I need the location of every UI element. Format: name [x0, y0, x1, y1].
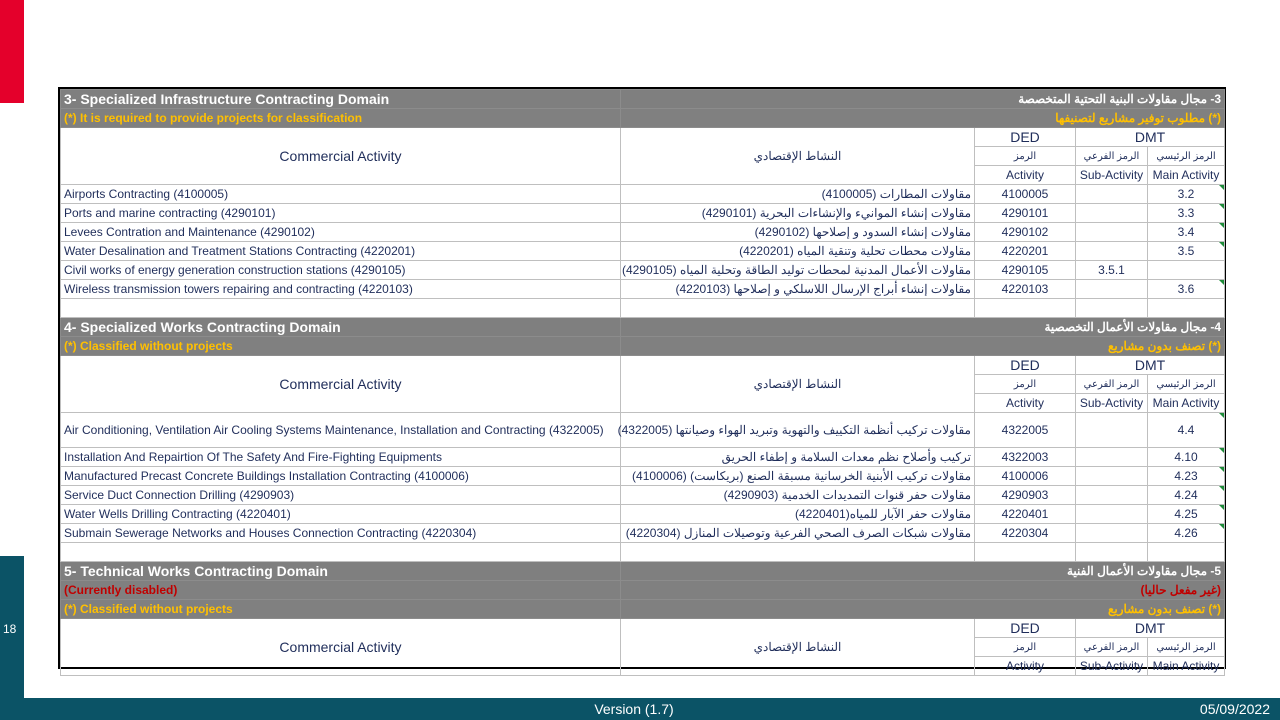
header-ded: DED: [975, 128, 1076, 147]
ded-code: 4322005: [975, 413, 1076, 448]
sub-activity-code: [1076, 204, 1148, 223]
header-row: [61, 619, 1225, 638]
table-row: [61, 242, 1225, 261]
main-activity-cell: [1148, 448, 1225, 467]
comment-marker-icon: [1219, 486, 1224, 491]
section-note-ar: (*) تصنف بدون مشاريع: [621, 337, 1225, 356]
comment-marker-icon: [1219, 448, 1224, 453]
main-activity-code: 4.26: [1174, 525, 1198, 540]
sub-activity-code: [1076, 185, 1148, 204]
section-title-row: [61, 562, 1225, 581]
table-row: [61, 280, 1225, 299]
section-title-en: 3- Specialized Infrastructure Contracting Domain: [61, 90, 621, 109]
table-row: [61, 486, 1225, 505]
main-activity-code: 4.10: [1174, 449, 1198, 464]
section-note-en: (*) Classified without projects: [61, 337, 621, 356]
header-main-activity: Main Activity: [1148, 166, 1225, 185]
header-dmt: DMT: [1076, 619, 1225, 638]
header-main-activity: Main Activity: [1148, 394, 1225, 413]
main-activity-cell: [1148, 467, 1225, 486]
main-activity-code: 4.4: [1177, 422, 1195, 437]
page-number: 18: [3, 622, 17, 636]
version-label: Version (1.7): [594, 701, 674, 717]
activity-ar: مقاولات المطارات (4100005): [621, 185, 975, 204]
section-disabled-row: [61, 581, 1225, 600]
header-sub-activity: Sub-Activity: [1076, 166, 1148, 185]
activity-ar: مقاولات إنشاء أبراج الإرسال اللاسلكي و إصلاحها (4220103): [621, 280, 975, 299]
header-main-activity: Main Activity: [1148, 657, 1225, 676]
comment-marker-icon: [1219, 505, 1224, 510]
spreadsheet: [58, 87, 1226, 673]
activity-ar: مقاولات الأعمال المدنية لمحطات توليد الطاقة وتحلية المياه (4290105): [621, 261, 975, 280]
header-ded: DED: [975, 619, 1076, 638]
header-activity: Activity: [975, 166, 1076, 185]
activity-en: Water Wells Drilling Contracting (4220401): [61, 505, 621, 524]
table-row: [61, 223, 1225, 242]
main-activity-code: 3.3: [1177, 205, 1195, 220]
sub-activity-code: [1076, 486, 1148, 505]
section-note-ar: (*) مطلوب توفير مشاريع لتصنيفها: [621, 109, 1225, 128]
comment-marker-icon: [1219, 223, 1224, 228]
sub-activity-code: [1076, 280, 1148, 299]
comment-marker-icon: [1219, 413, 1224, 418]
activity-ar: مقاولات تركيب أنظمة التكييف والتهوية وتبريد الهواء وصيانتها (4322005): [621, 413, 975, 448]
section-title-row: [61, 90, 1225, 109]
section-title-en: 4- Specialized Works Contracting Domain: [61, 318, 621, 337]
section-title-ar: 4- مجال مقاولات الأعمال التخصصية: [621, 318, 1225, 337]
sub-activity-code: [1076, 467, 1148, 486]
table-row: [61, 524, 1225, 543]
header-dmt: DMT: [1076, 128, 1225, 147]
header-main-code-ar: الرمز الرئيسي: [1148, 638, 1225, 657]
main-activity-cell: [1148, 185, 1225, 204]
ded-code: 4290105: [975, 261, 1076, 280]
section-note-en: (*) It is required to provide projects for classification: [61, 109, 621, 128]
header-ded: DED: [975, 356, 1076, 375]
activity-ar: مقاولات تركيب الأبنية الخرسانية مسبقة الصنع (بريكاست) (4100006): [621, 467, 975, 486]
header-economic-activity-ar: النشاط الإقتصادي: [621, 356, 975, 413]
activity-en: Installation And Repairtion Of The Safety And Fire-Fighting Equipments: [61, 448, 621, 467]
header-code-ar: الرمز: [975, 147, 1076, 166]
activity-en: Airports Contracting (4100005): [61, 185, 621, 204]
date-label: 05/09/2022: [1199, 701, 1270, 717]
activity-en: Service Duct Connection Drilling (4290903): [61, 486, 621, 505]
sub-activity-code: [1076, 524, 1148, 543]
activity-en: Ports and marine contracting (4290101): [61, 204, 621, 223]
main-activity-cell: [1148, 261, 1225, 280]
table-row: [61, 467, 1225, 486]
accent-bar-top: [0, 0, 24, 103]
activity-ar: مقاولات محطات تحلية وتنقية المياه (4220201): [621, 242, 975, 261]
ded-code: 4220304: [975, 524, 1076, 543]
header-activity: Activity: [975, 394, 1076, 413]
section-title-ar: 5- مجال مقاولات الأعمال الفنية: [621, 562, 1225, 581]
sub-activity-code: [1076, 413, 1148, 448]
activity-en: Submain Sewerage Networks and Houses Connection Contracting (4220304): [61, 524, 621, 543]
header-main-code-ar: الرمز الرئيسي: [1148, 375, 1225, 394]
section-title-row: [61, 318, 1225, 337]
comment-marker-icon: [1219, 185, 1224, 190]
header-economic-activity-ar: النشاط الإقتصادي: [621, 619, 975, 676]
activity-ar: مقاولات شبكات الصرف الصحي الفرعية وتوصيلات المنازل (4220304): [621, 524, 975, 543]
section-note-en: (*) Classified without projects: [61, 600, 621, 619]
section-note-row: [61, 337, 1225, 356]
comment-marker-icon: [1219, 242, 1224, 247]
sub-activity-code: 3.5.1: [1076, 261, 1148, 280]
header-economic-activity-ar: النشاط الإقتصادي: [621, 128, 975, 185]
activity-ar: مقاولات إنشاء السدود و إصلاحها (4290102): [621, 223, 975, 242]
comment-marker-icon: [1219, 524, 1224, 529]
table-row: [61, 185, 1225, 204]
sub-activity-code: [1076, 223, 1148, 242]
header-row: [61, 128, 1225, 147]
header-commercial-activity: Commercial Activity: [61, 356, 621, 413]
header-activity: Activity: [975, 657, 1076, 676]
ded-code: 4290903: [975, 486, 1076, 505]
ded-code: 4100006: [975, 467, 1076, 486]
section-disabled-ar: (غير مفعل حاليا): [621, 581, 1225, 600]
main-activity-code: 3.5: [1177, 243, 1195, 258]
ded-code: 4290101: [975, 204, 1076, 223]
header-code-ar: الرمز: [975, 375, 1076, 394]
section-note-ar: (*) تصنف بدون مشاريع: [621, 600, 1225, 619]
ded-code: 4100005: [975, 185, 1076, 204]
activity-en: Levees Contration and Maintenance (4290102): [61, 223, 621, 242]
comment-marker-icon: [1219, 467, 1224, 472]
activity-ar: مقاولات حفر قنوات التمديدات الخدمية (4290903): [621, 486, 975, 505]
table-row: [61, 505, 1225, 524]
ded-code: 4290102: [975, 223, 1076, 242]
main-activity-code: 4.23: [1174, 468, 1198, 483]
footer-bar: [0, 698, 1280, 720]
header-dmt: DMT: [1076, 356, 1225, 375]
main-activity-code: 3.6: [1177, 281, 1195, 296]
header-sub-code-ar: الرمز الفرعي: [1076, 147, 1148, 166]
sub-activity-code: [1076, 242, 1148, 261]
header-commercial-activity: Commercial Activity: [61, 619, 621, 676]
spacer-row: [61, 543, 1225, 562]
section-disabled-en: (Currently disabled): [61, 581, 621, 600]
table-row: [61, 413, 1225, 448]
classification-table: [60, 89, 1225, 676]
main-activity-cell: [1148, 242, 1225, 261]
ded-code: 4220201: [975, 242, 1076, 261]
header-main-code-ar: الرمز الرئيسي: [1148, 147, 1225, 166]
activity-ar: مقاولات حفر الآبار للمياه(4220401): [621, 505, 975, 524]
main-activity-cell: [1148, 223, 1225, 242]
main-activity-cell: [1148, 413, 1225, 448]
spacer-row: [61, 299, 1225, 318]
sub-activity-code: [1076, 448, 1148, 467]
header-sub-code-ar: الرمز الفرعي: [1076, 638, 1148, 657]
header-sub-activity: Sub-Activity: [1076, 657, 1148, 676]
activity-en: Water Desalination and Treatment Stations Contracting (4220201): [61, 242, 621, 261]
header-commercial-activity: Commercial Activity: [61, 128, 621, 185]
ded-code: 4220401: [975, 505, 1076, 524]
section-note-row: [61, 600, 1225, 619]
sub-activity-code: [1076, 505, 1148, 524]
activity-en: Wireless transmission towers repairing and contracting (4220103): [61, 280, 621, 299]
main-activity-cell: [1148, 524, 1225, 543]
activity-ar: تركيب وأصلاح نظم معدات السلامة و إطفاء الحريق: [621, 448, 975, 467]
comment-marker-icon: [1219, 204, 1224, 209]
activity-ar: مقاولات إنشاء الموانيء والإنشاءات البحرية (4290101): [621, 204, 975, 223]
section-title-en: 5- Technical Works Contracting Domain: [61, 562, 621, 581]
table-row: [61, 261, 1225, 280]
header-row: [61, 356, 1225, 375]
section-note-row: [61, 109, 1225, 128]
ded-code: 4322003: [975, 448, 1076, 467]
main-activity-cell: [1148, 204, 1225, 223]
activity-en: Civil works of energy generation construction stations (4290105): [61, 261, 621, 280]
activity-en: Air Conditioning, Ventilation Air Cooling Systems Maintenance, Installation and Contracting (4322005): [61, 413, 621, 448]
header-code-ar: الرمز: [975, 638, 1076, 657]
main-activity-code: 3.4: [1177, 224, 1195, 239]
main-activity-cell: [1148, 486, 1225, 505]
main-activity-cell: [1148, 280, 1225, 299]
main-activity-code: 4.24: [1174, 487, 1198, 502]
table-row: [61, 448, 1225, 467]
main-activity-code: 3.2: [1177, 186, 1195, 201]
ded-code: 4220103: [975, 280, 1076, 299]
header-sub-code-ar: الرمز الفرعي: [1076, 375, 1148, 394]
main-activity-cell: [1148, 505, 1225, 524]
main-activity-code: 4.25: [1174, 506, 1198, 521]
table-row: [61, 204, 1225, 223]
activity-en: Manufactured Precast Concrete Buildings Installation Contracting (4100006): [61, 467, 621, 486]
section-title-ar: 3- مجال مقاولات البنية التحتية المتخصصة: [621, 90, 1225, 109]
header-sub-activity: Sub-Activity: [1076, 394, 1148, 413]
comment-marker-icon: [1219, 280, 1224, 285]
